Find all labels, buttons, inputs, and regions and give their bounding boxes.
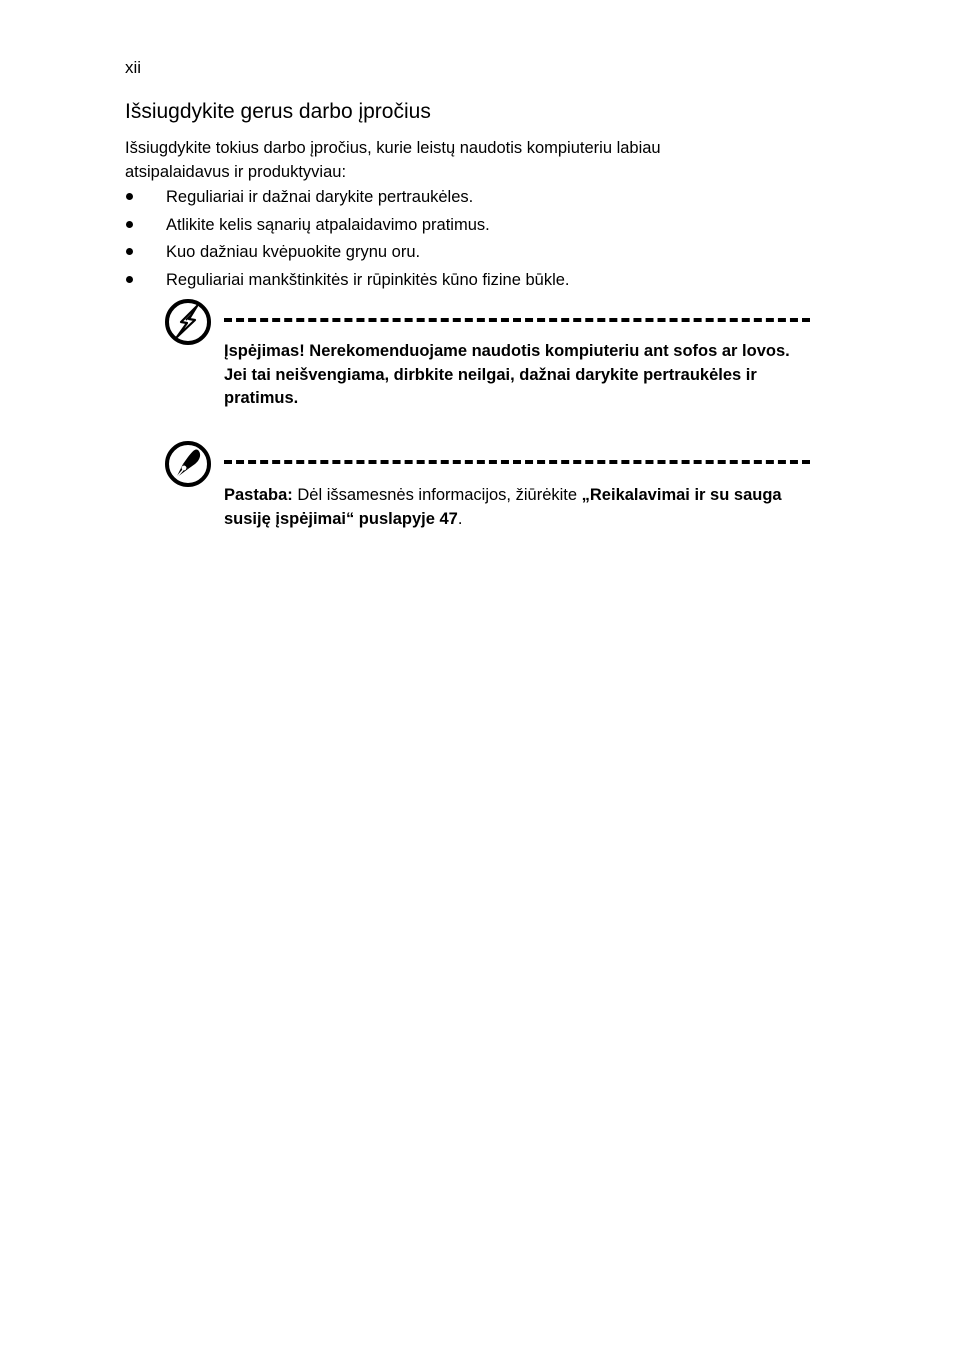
list-item-text: Reguliariai ir dažnai darykite pertraukėles. <box>166 188 474 206</box>
note-text <box>224 484 794 531</box>
note-body: Dėl išsamesnės informacijos, žiūrėkite <box>292 486 582 504</box>
note-reference: „Reikalavimai ir su sauga susiję įspėjimai“ puslapyje 47 <box>224 486 782 528</box>
warning-text: Įspėjimas! Nerekomenduojame naudotis kompiuteriu ant sofos ar lovos. Jei tai neišvengiama, dirbkite neilgai, dažnai darykite pertraukėles ir pratimus. <box>224 342 790 407</box>
list-item <box>125 268 570 296</box>
bullet-dot-icon <box>126 276 133 283</box>
warning-dashed-rule <box>224 318 810 322</box>
list-item <box>125 213 570 241</box>
bullet-list <box>125 185 570 295</box>
list-item-text: Reguliariai mankštinkitės ir rūpinkitės kūno fizine būkle. <box>166 270 570 289</box>
bullet-dot-icon <box>126 248 133 255</box>
bullet-dot-icon <box>126 221 133 228</box>
note-callout <box>164 440 810 535</box>
section-title: Išsiugdykite gerus darbo įpročius <box>125 100 431 123</box>
list-item-text: Kuo dažniau kvėpuokite grynu oru. <box>166 243 421 261</box>
pen-nib-note-icon <box>164 440 212 488</box>
note-label: Pastaba: <box>224 486 293 504</box>
bullet-dot-icon <box>126 193 133 200</box>
section-intro: Išsiugdykite tokius darbo įpročius, kurie leistų naudotis kompiuteriu labiau atsipalaidavus ir produktyviau: <box>125 139 661 181</box>
note-dashed-rule <box>224 460 810 464</box>
list-item-text: Atlikite kelis sąnarių atpalaidavimo pratimus. <box>166 215 490 234</box>
lightning-warning-icon <box>164 298 212 346</box>
warning-callout <box>164 298 810 408</box>
list-item <box>125 185 570 213</box>
page-number: xii <box>125 58 142 77</box>
list-item <box>125 240 570 268</box>
note-end: . <box>457 509 463 528</box>
